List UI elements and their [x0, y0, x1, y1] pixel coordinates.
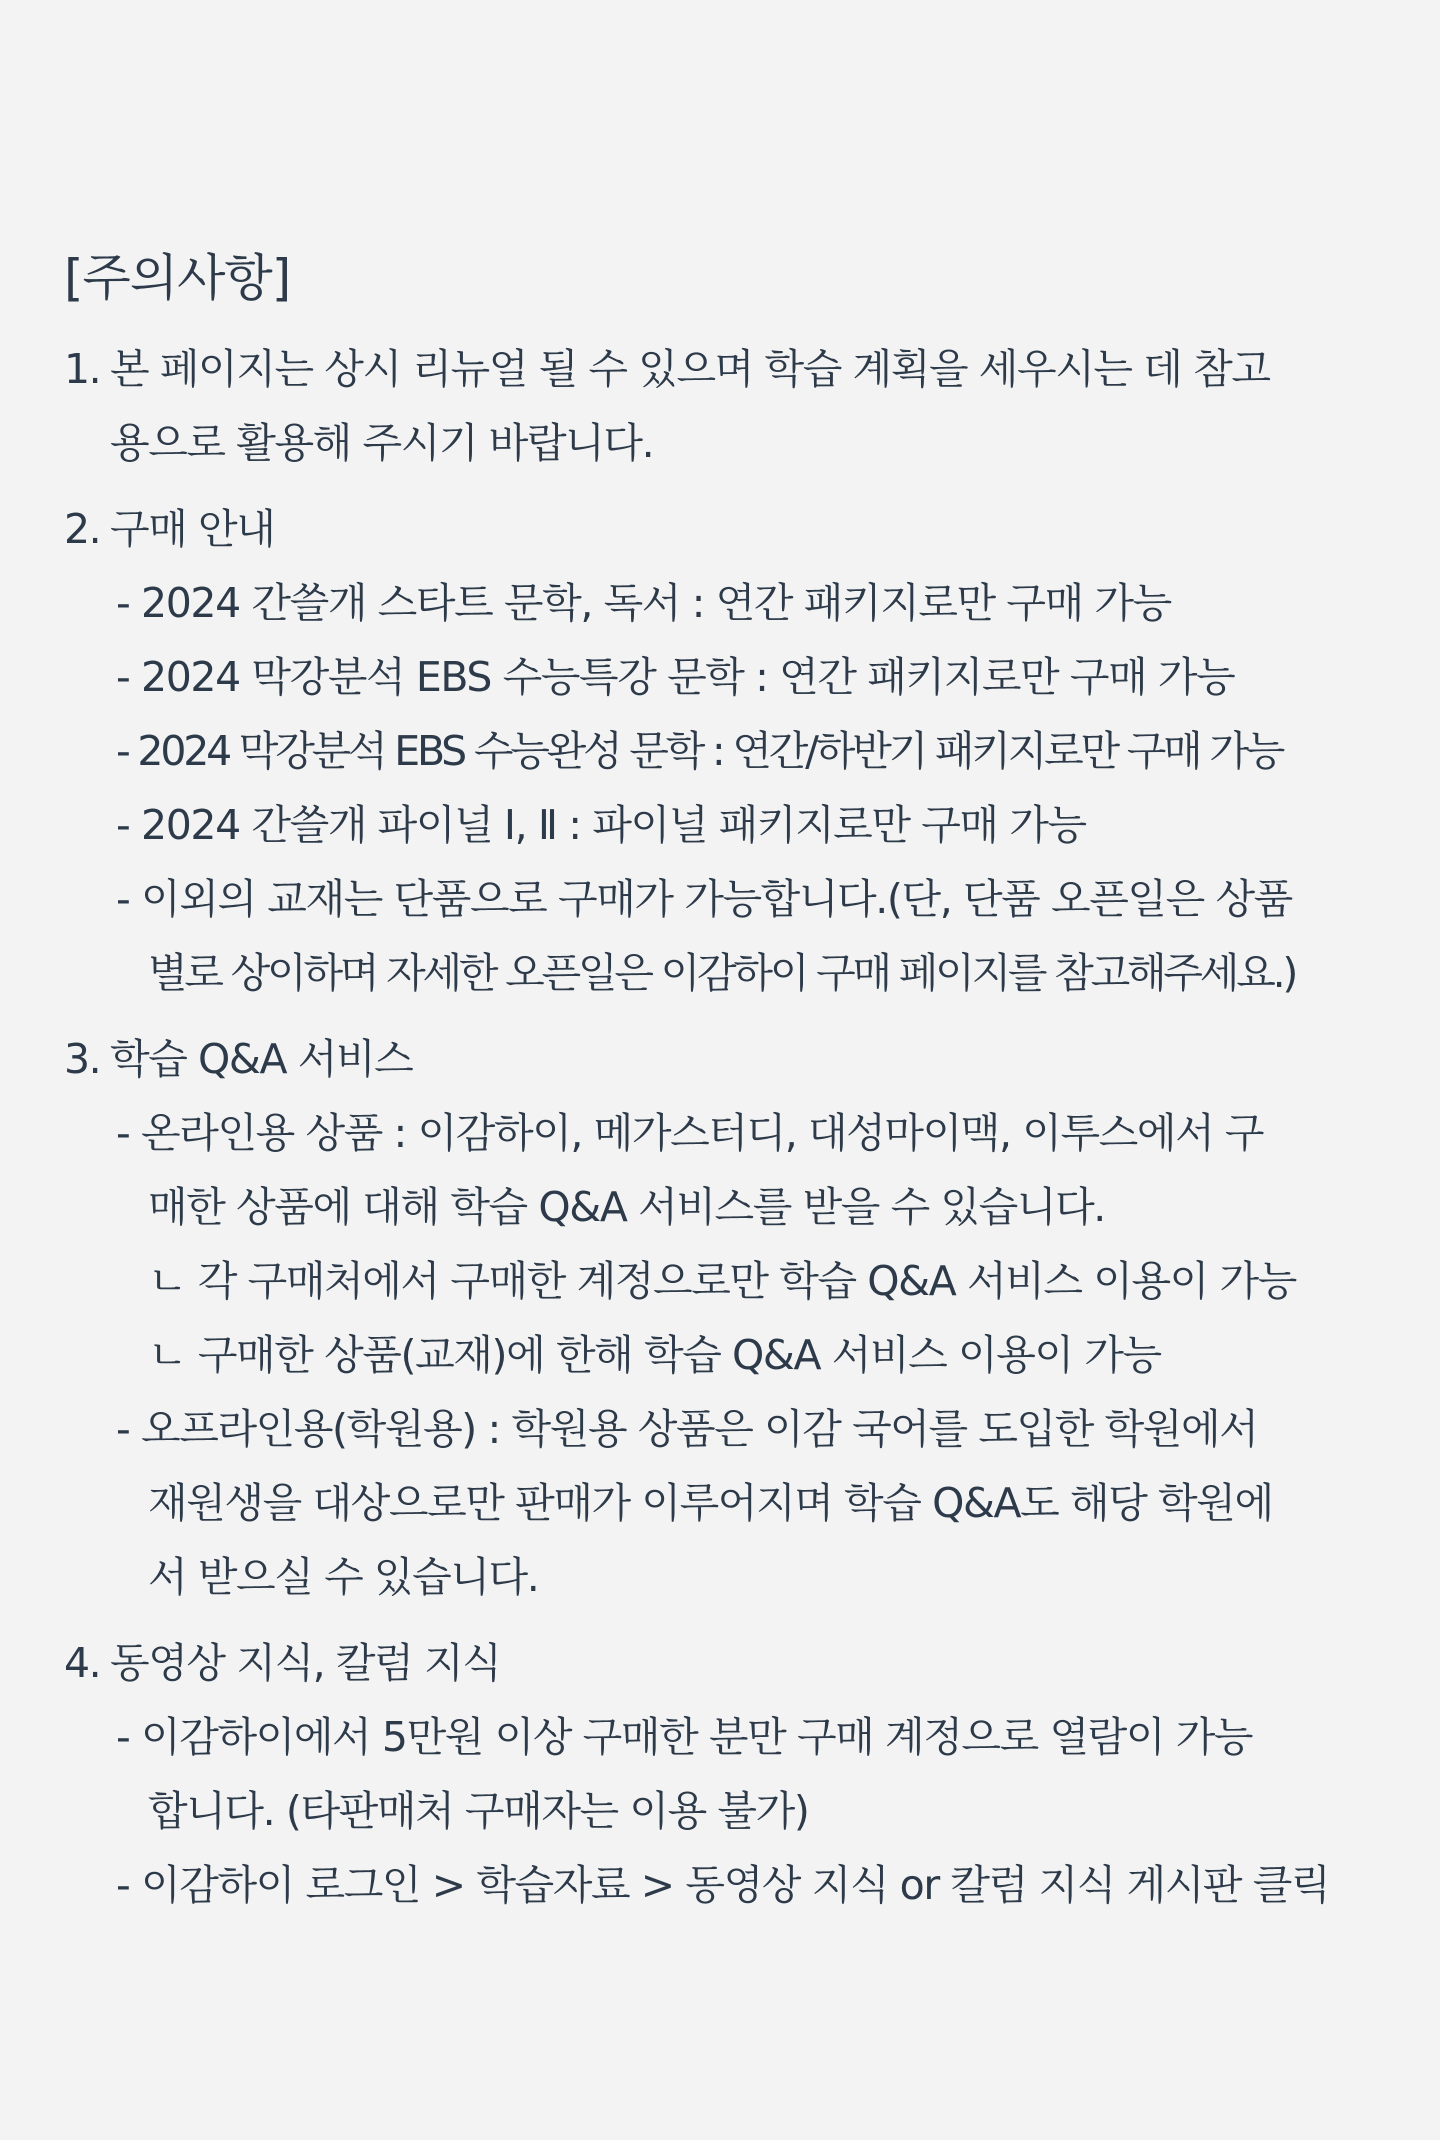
section-number: 1.	[64, 345, 101, 393]
section-4	[64, 1626, 1380, 1922]
list-item: - 2024 간쓸개 파이널 Ⅰ, Ⅱ : 파이널 패키지로만 구매 가능	[116, 801, 1086, 849]
list-item-continued: 합니다. (타판매처 구매자는 이용 불가)	[148, 1787, 809, 1835]
list-item: - 2024 간쓸개 스타트 문학, 독서 : 연간 패키지로만 구매 가능	[116, 579, 1171, 627]
section-heading	[64, 492, 1380, 566]
list-item-continued: 별로 상이하며 자세한 오픈일은 이감하이 구매 페이지를 참고해주세요.)	[148, 949, 1296, 997]
section-number: 4.	[64, 1639, 101, 1687]
section-line	[64, 332, 1380, 406]
list-item: - 2024 막강분석 EBS 수능특강 문학 : 연간 패키지로만 구매 가능	[116, 653, 1235, 701]
section-heading	[64, 1022, 1380, 1096]
list-item-continued: 서 받으실 수 있습니다.	[148, 1553, 539, 1601]
section-3	[64, 1022, 1380, 1614]
sub-item: ㄴ 각 구매처에서 구매한 계정으로만 학습 Q&A 서비스 이용이 가능	[148, 1257, 1296, 1305]
list-item: - 오프라인용(학원용) : 학원용 상품은 이감 국어를 도입한 학원에서	[116, 1405, 1258, 1453]
section-1	[64, 332, 1380, 480]
notice-title: [주의사항]	[64, 249, 291, 307]
list-item-continued: 매한 상품에 대해 학습 Q&A 서비스를 받을 수 있습니다.	[148, 1183, 1105, 1231]
section-heading-text: 구매 안내	[110, 505, 275, 553]
section-heading-text: 동영상 지식, 칼럼 지식	[110, 1639, 501, 1687]
section-number: 3.	[64, 1035, 101, 1083]
sub-item: ㄴ 구매한 상품(교재)에 한해 학습 Q&A 서비스 이용이 가능	[148, 1331, 1161, 1379]
section-2	[64, 492, 1380, 1010]
list-item: - 이감하이에서 5만원 이상 구매한 분만 구매 계정으로 열람이 가능	[116, 1713, 1253, 1761]
section-number: 2.	[64, 505, 101, 553]
section-heading	[64, 1626, 1380, 1700]
list-item: - 이외의 교재는 단품으로 구매가 가능합니다.(단, 단품 오픈일은 상품	[116, 875, 1292, 923]
section-line-continued: 용으로 활용해 주시기 바랍니다.	[110, 419, 654, 467]
section-text: 본 페이지는 상시 리뉴얼 될 수 있으며 학습 계획을 세우시는 데 참고	[110, 345, 1270, 393]
list-item: - 온라인용 상품 : 이감하이, 메가스터디, 대성마이맥, 이투스에서 구	[116, 1109, 1264, 1157]
list-item-continued: 재원생을 대상으로만 판매가 이루어지며 학습 Q&A도 해당 학원에	[148, 1479, 1273, 1527]
list-item: - 이감하이 로그인 > 학습자료 > 동영상 지식 or 칼럼 지식 게시판 클릭	[116, 1861, 1330, 1909]
list-item: - 2024 막강분석 EBS 수능완성 문학 : 연간/하반기 패키지로만 구매 가능	[116, 727, 1283, 775]
section-heading-text: 학습 Q&A 서비스	[110, 1035, 413, 1083]
